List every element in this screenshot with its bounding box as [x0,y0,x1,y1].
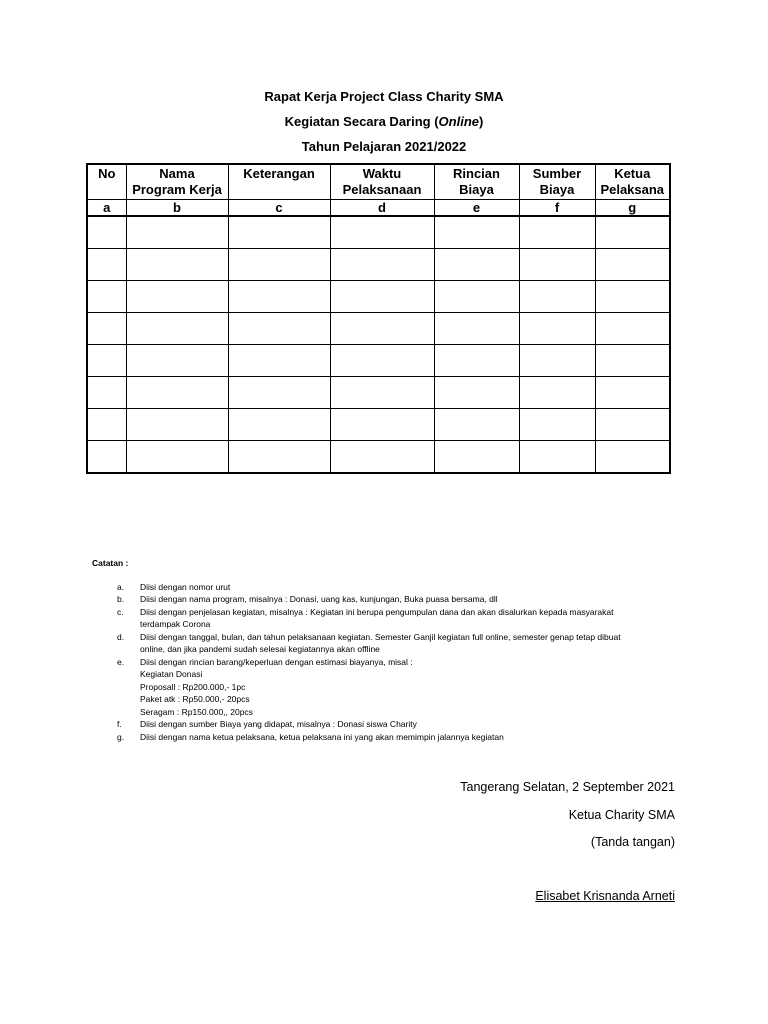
note-text [140,656,682,719]
table-cell[interactable] [434,313,519,345]
table-cell[interactable] [595,249,670,281]
table-row [87,345,670,377]
document-title: Rapat Kerja Project Class Charity SMA [264,89,504,104]
table-cell[interactable] [228,377,330,409]
note-text [140,606,682,631]
table-cell[interactable] [126,377,228,409]
table-row [87,377,670,409]
table-cell[interactable] [87,441,126,474]
table-code-row [87,200,670,217]
table-cell[interactable] [330,441,434,474]
col-code: g [595,200,670,217]
table-cell[interactable] [595,216,670,249]
table-cell[interactable] [595,313,670,345]
col-header-sumber: Sumber Biaya [519,164,595,200]
table-cell[interactable] [519,409,595,441]
table-cell[interactable] [87,377,126,409]
note-line: Diisi dengan penjelasan kegiatan, misalnya : Kegiatan ini berupa pengumpulan dana dan akan disalurkan kepada masyarakat [140,606,614,617]
table-cell[interactable] [434,345,519,377]
table-cell[interactable] [519,281,595,313]
table-cell[interactable] [434,216,519,249]
col-header-waktu: Waktu Pelaksanaan [330,164,434,200]
note-text [140,581,682,594]
table-cell[interactable] [330,249,434,281]
note-label: b. [117,594,125,604]
table-row [87,281,670,313]
table-cell[interactable] [228,216,330,249]
table-cell[interactable] [126,216,228,249]
table-cell[interactable] [126,441,228,474]
table-cell[interactable] [87,281,126,313]
col-code: d [330,200,434,217]
note-item [92,656,682,719]
table-cell[interactable] [595,409,670,441]
table-cell[interactable] [126,313,228,345]
note-line: Diisi dengan tanggal, bulan, dan tahun pelaksanaan kegiatan. Semester Ganjil kegiatan full online, semester genap tetap dibuat [140,631,621,642]
signature-placeholder: (Tanda tangan) [590,835,675,849]
note-item [92,631,682,656]
note-item [92,581,682,594]
note-label: d. [117,631,125,642]
col-header-ketua: Ketua Pelaksana [595,164,670,200]
note-item [92,593,682,606]
table-cell[interactable] [228,345,330,377]
note-line: Diisi dengan rincian barang/keperluan dengan estimasi biayanya, misal : [140,656,413,667]
note-line: Proposall : Rp200.000,- 1pc [140,681,246,692]
work-program-table [86,163,671,474]
table-row [87,313,670,345]
signer-role: Ketua Charity SMA [568,808,675,822]
table-cell[interactable] [126,345,228,377]
table-cell[interactable] [87,345,126,377]
table-cell[interactable] [434,441,519,474]
table-cell[interactable] [87,216,126,249]
table-cell[interactable] [519,313,595,345]
document-subtitle [0,114,768,129]
note-label: c. [117,606,124,617]
col-header-no: No [87,164,126,200]
note-line: terdampak Corona [140,619,211,629]
note-text [140,731,682,744]
table-cell[interactable] [519,377,595,409]
subtitle-suffix: ) [479,114,484,129]
table-header-row [87,164,670,200]
table-body [87,216,670,473]
col-header-keterangan: Keterangan [228,164,330,200]
col-code: e [434,200,519,217]
col-header-nama-program: Nama Program Kerja [126,164,228,200]
table-row [87,409,670,441]
table-cell[interactable] [330,281,434,313]
note-line: Diisi dengan sumber Biaya yang didapat, misalnya : Donasi siswa Charity [140,719,417,729]
signer-name: Elisabet Krisnanda Arneti [535,889,675,903]
table-cell[interactable] [330,345,434,377]
table-cell[interactable] [519,216,595,249]
note-line: Seragam : Rp150.000,, 20pcs [140,706,253,717]
table-cell[interactable] [595,441,670,474]
table-cell[interactable] [519,345,595,377]
note-line: Diisi dengan nomor urut [140,581,231,592]
table-cell[interactable] [228,441,330,474]
table-cell[interactable] [434,377,519,409]
note-label: a. [117,581,125,592]
table-cell[interactable] [595,281,670,313]
table-cell[interactable] [126,281,228,313]
note-item [92,731,682,744]
table-cell[interactable] [228,313,330,345]
note-item [92,606,682,631]
table-cell[interactable] [595,377,670,409]
table-cell[interactable] [228,409,330,441]
table-cell[interactable] [126,249,228,281]
table-cell[interactable] [87,313,126,345]
table-cell[interactable] [595,345,670,377]
note-text [140,718,682,731]
note-line: Kegiatan Donasi [140,669,203,679]
table-cell[interactable] [330,313,434,345]
note-label: g. [117,731,125,742]
table-cell[interactable] [519,249,595,281]
table-cell[interactable] [434,281,519,313]
note-label: e. [117,656,125,667]
table-cell[interactable] [228,249,330,281]
col-code: c [228,200,330,217]
school-year: Tahun Pelajaran 2021/2022 [301,139,467,154]
notes-list [92,581,682,744]
table-cell[interactable] [330,377,434,409]
note-text [140,593,682,606]
table-cell[interactable] [87,409,126,441]
note-line: Diisi dengan nama ketua pelaksana, ketua pelaksana ini yang akan memimpin jalannya kegiatan [140,731,504,742]
note-text [140,631,682,656]
notes-heading: Catatan : [92,558,129,568]
note-line: Paket atk : Rp50.000,- 20pcs [140,694,250,704]
table-cell[interactable] [330,409,434,441]
table-cell[interactable] [228,281,330,313]
table-row [87,249,670,281]
table-cell[interactable] [519,441,595,474]
place-date: Tangerang Selatan, 2 September 2021 [460,780,675,794]
subtitle-prefix: Kegiatan Secara Daring ( [284,114,439,129]
col-header-rincian: Rincian Biaya [434,164,519,200]
table-cell[interactable] [126,409,228,441]
col-code: a [87,200,126,217]
table-cell[interactable] [87,249,126,281]
col-code: f [519,200,595,217]
note-line: Diisi dengan nama program, misalnya : Donasi, uang kas, kunjungan, Buka puasa bersama, dll [140,594,498,604]
note-label: f. [117,719,122,729]
subtitle-italic: Online [438,114,479,129]
table-row [87,216,670,249]
note-line: online, dan jika pandemi sudah selesai kegiatannya akan offline [140,644,380,654]
table-cell[interactable] [434,409,519,441]
col-code: b [126,200,228,217]
table-cell[interactable] [330,216,434,249]
table-cell[interactable] [434,249,519,281]
table-row [87,441,670,474]
notes-section [92,557,682,743]
note-item [92,718,682,731]
